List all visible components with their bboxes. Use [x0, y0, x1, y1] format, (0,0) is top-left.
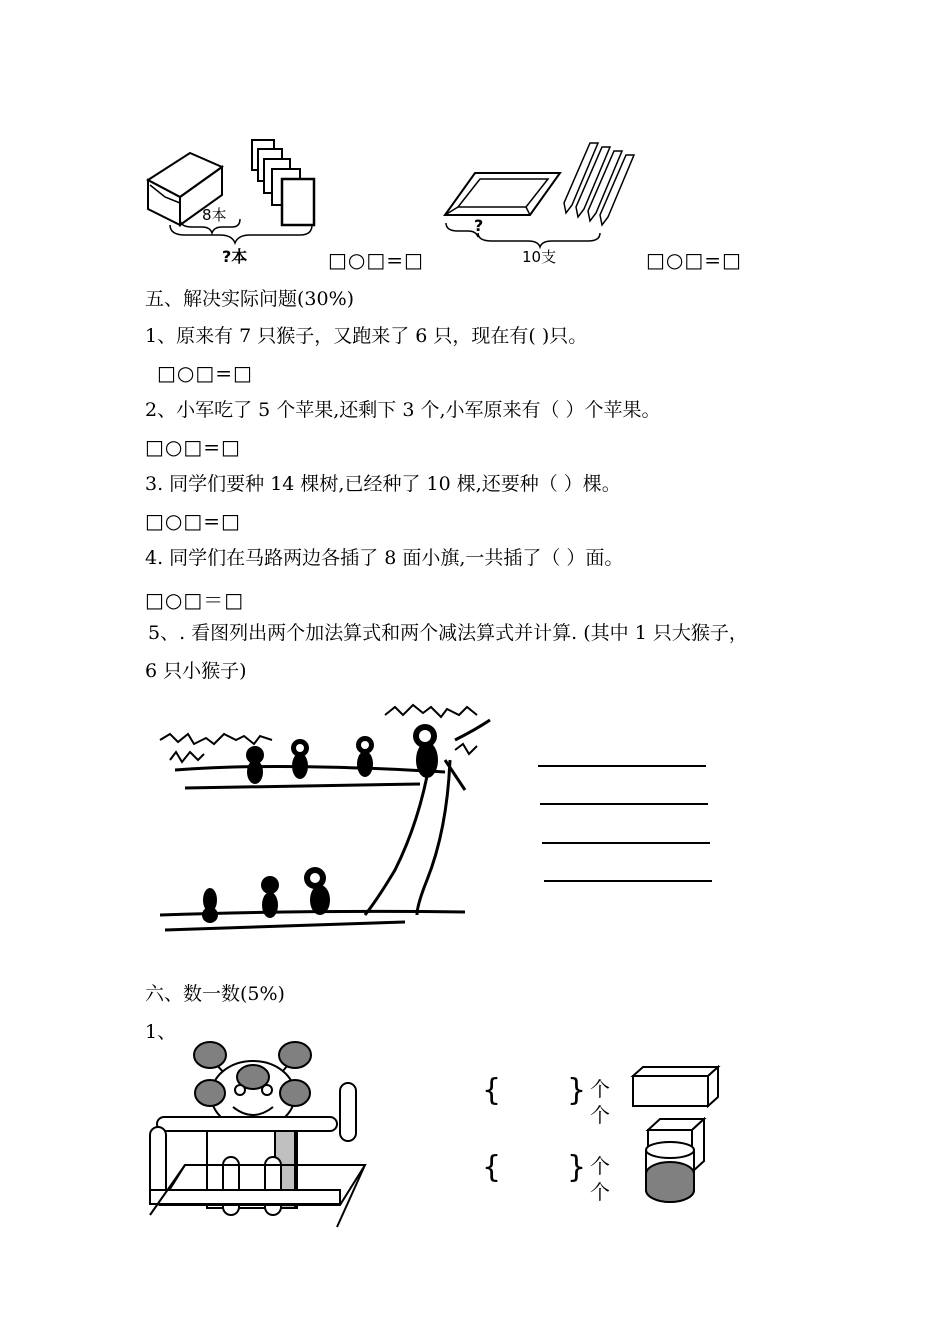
q1-text: 1、原来有 7 只猴子，又跑来了 6 只，现在有( )只。: [145, 325, 588, 347]
pencils-total-label: 10支: [522, 248, 557, 266]
q4-text: 4. 同学们在马路两边各插了 8 面小旗,一共插了（ ）面。: [145, 547, 624, 569]
answer-line-4[interactable]: [544, 880, 712, 882]
answer-line-1[interactable]: [538, 765, 706, 767]
count-brace-left-1: {: [482, 1073, 502, 1108]
q5-text-line1: 5、. 看图列出两个加法算式和两个减法算式并计算. (其中 1 只大猴子，: [148, 622, 748, 644]
pencils-unknown-label: ?: [474, 216, 484, 235]
q3-equation: □○□=□: [145, 509, 241, 533]
q3-text: 3. 同学们要种 14 棵树,已经种了 10 棵,还要种（ ）棵。: [145, 473, 621, 495]
q1-equation: □○□=□: [157, 361, 253, 385]
cylinder-cube-shape: [640, 1116, 715, 1208]
count-unit-2b: 个: [590, 1180, 610, 1204]
monkey-tree-illustration: [155, 700, 500, 955]
count-brace-left-2: {: [482, 1150, 502, 1185]
answer-line-3[interactable]: [542, 842, 710, 844]
cuboid-shape: [628, 1064, 723, 1109]
count-unit-1b: 个: [590, 1103, 610, 1127]
shape-robot-figure: [145, 1035, 375, 1235]
books-equation: □○□=□: [328, 248, 424, 272]
q2-text: 2、小军吃了 5 个苹果,还剩下 3 个,小军原来有（ ）个苹果。: [145, 399, 661, 421]
pencils-equation: □○□=□: [646, 248, 742, 272]
q2-equation: □○□=□: [145, 435, 241, 459]
q5-text-line2: 6 只小猴子): [145, 660, 247, 682]
books-known-label: 8本: [202, 206, 227, 224]
count-unit-2a: 个: [590, 1154, 610, 1178]
count-brace-right-1: }: [567, 1073, 587, 1108]
q4-equation: □○□＝□: [145, 588, 245, 612]
answer-line-2[interactable]: [540, 803, 708, 805]
section5-title: 五、解决实际问题(30%): [145, 288, 355, 310]
count-brace-right-2: }: [567, 1150, 587, 1185]
count-unit-1a: 个: [590, 1077, 610, 1101]
books-total-label: ?本: [222, 247, 248, 266]
section6-title: 六、数一数(5%): [145, 983, 285, 1005]
section6-q1-label: 1、: [145, 1021, 177, 1043]
